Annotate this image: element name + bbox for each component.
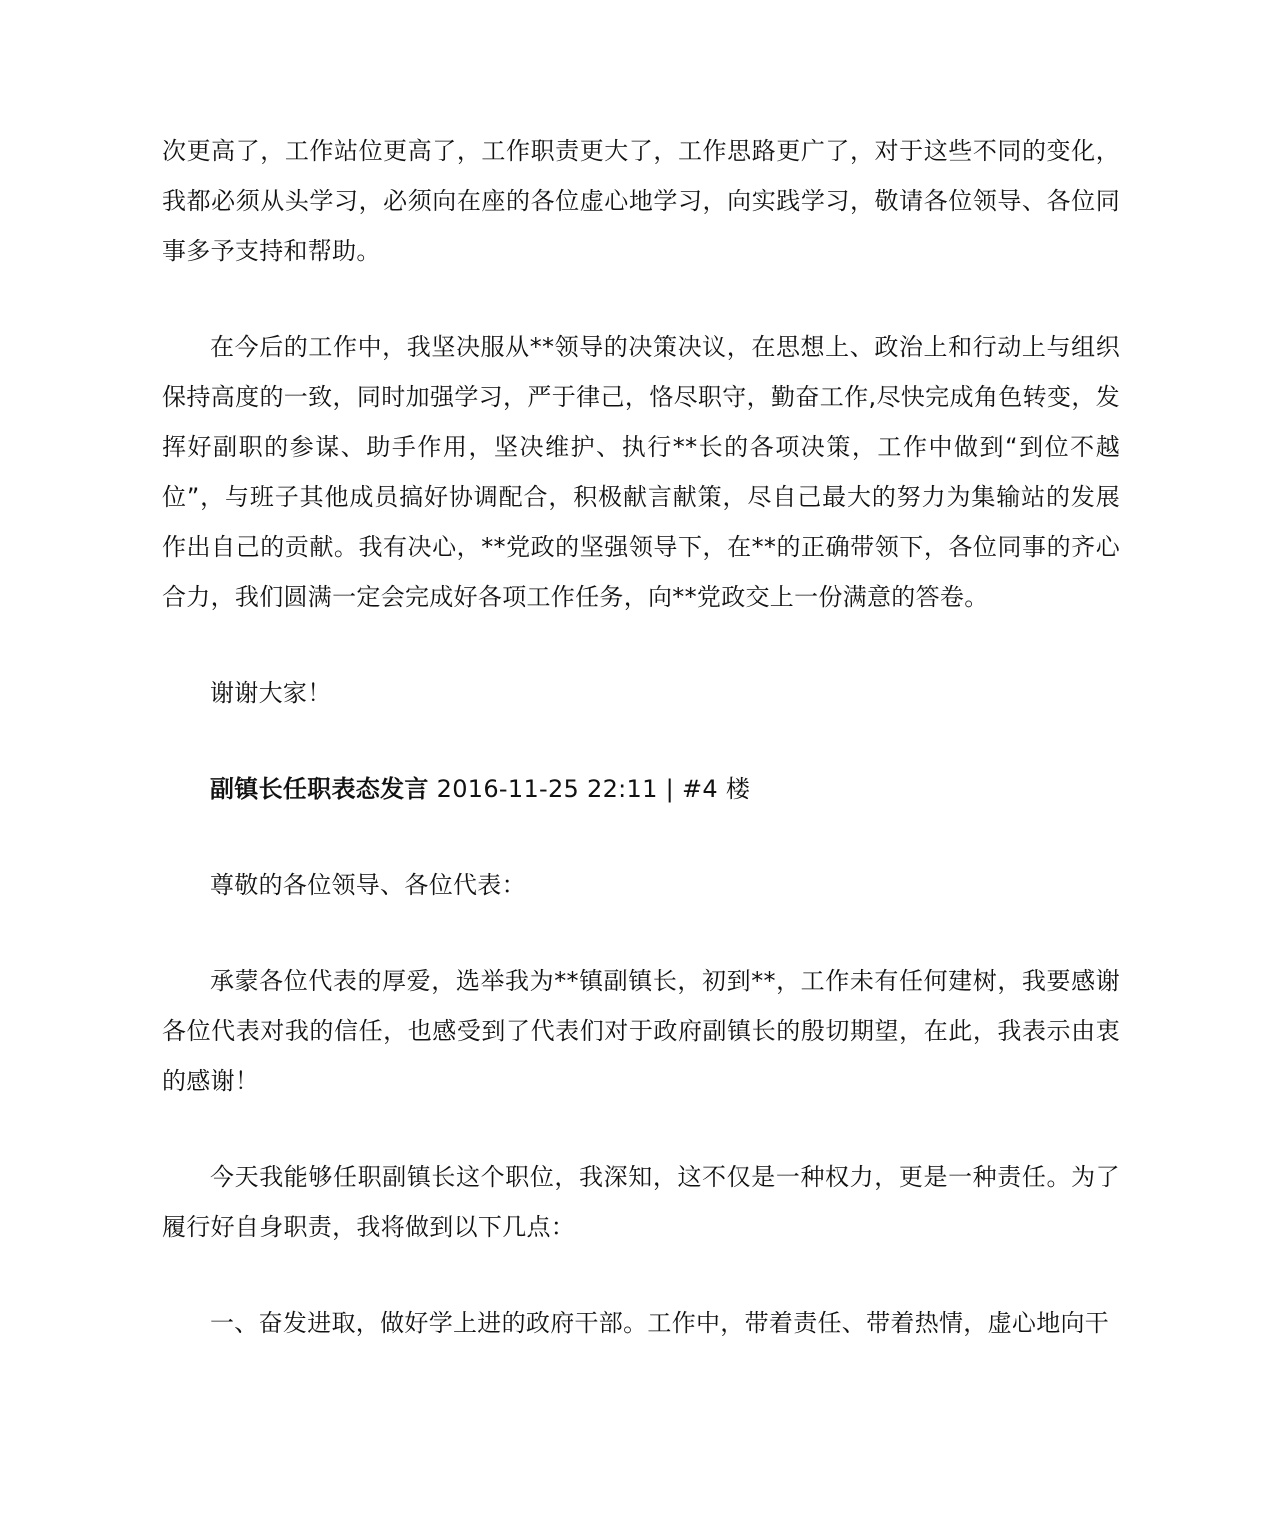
paragraph-continuation: 次更高了，工作站位更高了，工作职责更大了，工作思路更广了，对于这些不同的变化，我都必须从头学习，必须向在座的各位虚心地学习，向实践学习，敬请各位领导、各位同事多予支持和帮助。 [162, 137, 1120, 265]
paragraph-salutation: 尊敬的各位领导、各位代表： [210, 871, 526, 899]
paragraph-gratitude: 承蒙各位代表的厚爱，选举我为**镇副镇长，初到**，工作未有任何建树，我要感谢各位代表对我的信任，也感受到了代表们对于政府副镇长的殷切期望，在此，我表示由衷的感谢！ [162, 967, 1120, 1095]
paragraph-commitment: 在今后的工作中，我坚决服从**领导的决策决议，在思想上、政治上和行动上与组织保持高度的一致，同时加强学习，严于律己，恪尽职守，勤奋工作,尽快完成角色转变，发挥好副职的参谋、助手作用，坚决维护、执行**长的各项决策，工作中做到“到位不越位”，与班子其他成员搞好协调配合，积极献言献策，尽自己最大的努力为集输站的发展作出自己的贡献。我有决心，**党政的坚强领导下，在**的正确带领下，各位同事的齐心合力，我们圆满一定会完成好各项工作任务，向**党政交上一份满意的答卷。 [162, 333, 1120, 611]
post-header [162, 764, 1120, 814]
paragraph-thanks: 谢谢大家！ [210, 679, 332, 707]
post-title: 副镇长任职表态发言 [210, 775, 429, 803]
paragraph-responsibility: 今天我能够任职副镇长这个职位，我深知，这不仅是一种权力，更是一种责任。为了履行好自身职责，我将做到以下几点： [162, 1163, 1120, 1241]
post-meta: 2016-11-25 22:11 | #4 楼 [428, 775, 751, 803]
document-page [162, 126, 1120, 1348]
paragraph-point-one: 一、奋发进取，做好学上进的政府干部。工作中，带着责任、带着热情，虚心地向干 [210, 1309, 1110, 1337]
